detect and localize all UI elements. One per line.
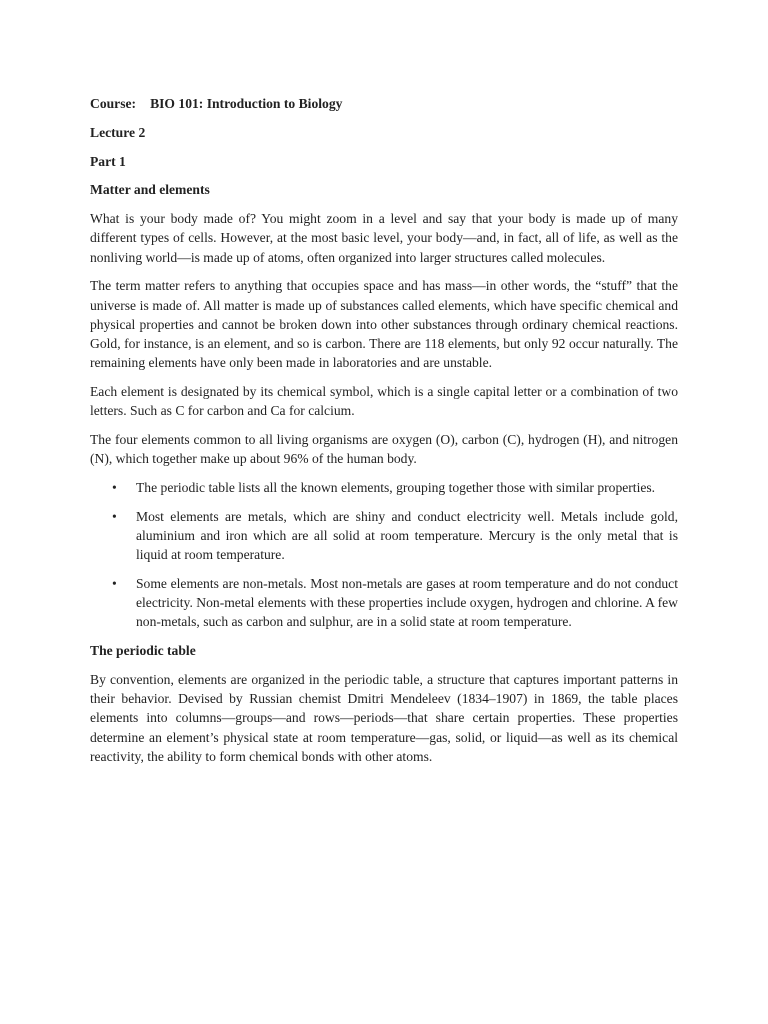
list-item	[90, 574, 678, 632]
bullet-icon: •	[112, 508, 117, 524]
section-title-matter: Matter and elements	[90, 182, 210, 198]
paragraph: Each element is designated by its chemical symbol, which is a single capital letter or a combination of two letters. Such as C for carbon and Ca for calcium.	[90, 384, 678, 419]
section-title-periodic-table: The periodic table	[90, 643, 196, 659]
bullet-icon: •	[112, 480, 117, 495]
list-item-text: Some elements are non-metals. Most non-metals are gases at room temperature and do not conduct electricity. Non-metal elements with these properties include oxygen, hydrogen and chlorine. A few non-metals, such as carbon and sulphur, are in a solid state at room temperature.	[136, 576, 678, 630]
list-item-text: Most elements are metals, which are shiny and conduct electricity well. Metals include gold, aluminium and iron which are all solid at room temperature. Mercury is the only metal that is liquid at room temperature.	[136, 508, 678, 563]
paragraph: By convention, elements are organized in the periodic table, a structure that captures important patterns in their behavior. Devised by Russian chemist Dmitri Mendeleev (1834–1907) in 1869, the table places elements into columns—groups—and rows—periods—that share certain properties. These properties determine an element’s physical state at room temperature—gas, solid, or liquid—as well as its chemical reactivity, the ability to form chemical bonds with other atoms.	[90, 672, 678, 764]
list-item-text: The periodic table lists all the known elements, grouping together those with similar properties.	[136, 480, 656, 495]
lecture-heading: Lecture 2	[90, 124, 146, 140]
course-title: BIO 101: Introduction to Biology	[150, 96, 343, 111]
course-heading	[90, 94, 678, 113]
course-label: Course:	[90, 96, 137, 111]
bullet-list	[90, 478, 678, 632]
paragraph: What is your body made of? You might zoom in a level and say that your body is made up of many different types of cells. However, at the most basic level, your body—and, in fact, all of life, as well as the nonliving world—is made up of atoms, often organized into larger structures called molecules.	[90, 211, 678, 265]
document-content	[90, 94, 678, 776]
list-item	[90, 507, 678, 565]
list-item	[90, 478, 678, 497]
paragraph: The term matter refers to anything that occupies space and has mass—in other words, the “stuff” that the universe is made of. All matter is made up of substances called elements, which have specific chemical and physical properties and cannot be broken down into other substances through ordinary chemical reactions. Gold, for instance, is an element, and so is carbon. There are 118 elements, but only 92 occur naturally. The remaining elements have only been made in laboratories and are unstable.	[90, 278, 678, 371]
paragraph: The four elements common to all living organisms are oxygen (O), carbon (C), hydrogen (H), and nitrogen (N), which together make up about 96% of the human body.	[90, 432, 678, 467]
bullet-icon: •	[112, 576, 117, 591]
part-heading: Part 1	[90, 153, 126, 169]
